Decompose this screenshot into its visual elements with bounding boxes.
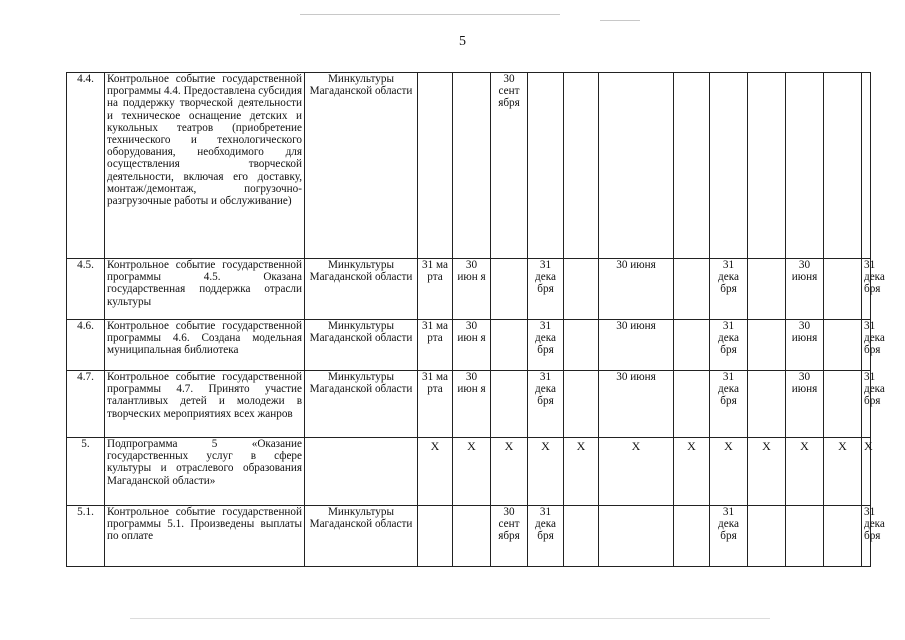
date-cell xyxy=(674,259,710,320)
table-row xyxy=(67,259,871,320)
date-cell xyxy=(748,371,786,438)
row-number: 4.7. xyxy=(67,371,105,438)
date-cell: Х xyxy=(748,438,786,506)
date-cell xyxy=(674,320,710,371)
date-cell: Х xyxy=(824,438,862,506)
date-cell xyxy=(824,506,862,567)
page-number: 5 xyxy=(459,34,466,49)
date-cell: 30 июня xyxy=(599,371,674,438)
date-cell: 31 дека бря xyxy=(862,259,871,320)
date-cell xyxy=(418,73,453,259)
event-description: Контрольное событие государственной программы 4.7. Принято участие талантливых детей и молодежи в творческих мероприятиях всех жанров xyxy=(105,371,305,438)
date-cell: 30 июня xyxy=(786,320,824,371)
row-number: 4.6. xyxy=(67,320,105,371)
date-cell: 30 июн я xyxy=(453,371,491,438)
executor: Минкультуры Магаданской области xyxy=(305,506,418,567)
date-cell: 30 июня xyxy=(786,259,824,320)
date-cell: 30 июн я xyxy=(453,259,491,320)
date-cell: 31 дека бря xyxy=(862,506,871,567)
date-cell xyxy=(491,320,528,371)
date-cell xyxy=(418,506,453,567)
date-cell: 31 дека бря xyxy=(862,371,871,438)
date-cell xyxy=(564,259,599,320)
row-number: 4.5. xyxy=(67,259,105,320)
date-cell xyxy=(528,73,564,259)
date-cell: 30 июн я xyxy=(453,320,491,371)
date-cell xyxy=(786,506,824,567)
date-cell xyxy=(824,371,862,438)
date-cell: Х xyxy=(528,438,564,506)
date-cell: 30 июня xyxy=(599,259,674,320)
date-cell: Х xyxy=(564,438,599,506)
date-cell xyxy=(786,73,824,259)
date-cell xyxy=(564,371,599,438)
date-cell xyxy=(824,73,862,259)
date-cell xyxy=(491,259,528,320)
executor: Минкультуры Магаданской области xyxy=(305,73,418,259)
table-row xyxy=(67,506,871,567)
date-cell xyxy=(748,259,786,320)
row-number: 5. xyxy=(67,438,105,506)
date-cell xyxy=(824,320,862,371)
executor: Минкультуры Магаданской области xyxy=(305,320,418,371)
executor: Минкультуры Магаданской области xyxy=(305,371,418,438)
date-cell xyxy=(453,506,491,567)
date-cell: 31 ма рта xyxy=(418,259,453,320)
date-cell: 31 дека бря xyxy=(528,506,564,567)
date-cell: Х xyxy=(674,438,710,506)
date-cell: Х xyxy=(453,438,491,506)
date-cell xyxy=(824,259,862,320)
date-cell xyxy=(453,73,491,259)
date-cell: 31 ма рта xyxy=(418,371,453,438)
table-row xyxy=(67,73,871,259)
date-cell: 30 июня xyxy=(599,320,674,371)
executor: Минкультуры Магаданской области xyxy=(305,259,418,320)
date-cell: 31 дека бря xyxy=(710,320,748,371)
table-row xyxy=(67,438,871,506)
date-cell: Х xyxy=(862,438,871,506)
date-cell: 31 дека бря xyxy=(528,320,564,371)
date-cell xyxy=(862,73,871,259)
date-cell: 30 сент ября xyxy=(491,506,528,567)
date-cell xyxy=(491,371,528,438)
row-number: 4.4. xyxy=(67,73,105,259)
date-cell xyxy=(564,506,599,567)
date-cell: Х xyxy=(491,438,528,506)
event-description: Контрольное событие государственной программы 4.5. Оказана государственная поддержка отрасли культуры xyxy=(105,259,305,320)
date-cell: 31 ма рта xyxy=(418,320,453,371)
date-cell: 31 дека бря xyxy=(862,320,871,371)
date-cell xyxy=(710,73,748,259)
date-cell xyxy=(674,73,710,259)
date-cell xyxy=(599,506,674,567)
date-cell xyxy=(564,320,599,371)
date-cell xyxy=(674,506,710,567)
date-cell: 31 дека бря xyxy=(528,259,564,320)
date-cell xyxy=(599,73,674,259)
date-cell xyxy=(674,371,710,438)
date-cell: 31 дека бря xyxy=(528,371,564,438)
date-cell xyxy=(748,73,786,259)
event-description: Контрольное событие государственной программы 5.1. Произведены выплаты по оплате xyxy=(105,506,305,567)
date-cell xyxy=(748,320,786,371)
table-row xyxy=(67,320,871,371)
date-cell xyxy=(748,506,786,567)
date-cell: Х xyxy=(786,438,824,506)
date-cell: Х xyxy=(710,438,748,506)
executor xyxy=(305,438,418,506)
date-cell: Х xyxy=(599,438,674,506)
schedule-table xyxy=(66,72,885,567)
event-description: Подпрограмма 5 «Оказание государственных услуг в сфере культуры и отраслевого образования Магаданской области» xyxy=(105,438,305,506)
date-cell: Х xyxy=(418,438,453,506)
date-cell: 31 дека бря xyxy=(710,371,748,438)
table-row xyxy=(67,371,871,438)
event-description: Контрольное событие государственной программы 4.4. Предоставлена субсидия на поддержку творческой деятельности и техническое оснащение детских и кукольных театров (приобретение технического и технологического оборудования, необходимого для осуществления творческой деятельности, включая его доставку, монтаж/демонтаж, погрузочно-разгрузочные работы и обслуживание) xyxy=(105,73,305,259)
date-cell: 31 дека бря xyxy=(710,259,748,320)
date-cell xyxy=(564,73,599,259)
date-cell: 31 дека бря xyxy=(710,506,748,567)
date-cell: 30 сент ября xyxy=(491,73,528,259)
event-description: Контрольное событие государственной программы 4.6. Создана модельная муниципальная библиотека xyxy=(105,320,305,371)
date-cell: 30 июня xyxy=(786,371,824,438)
row-number: 5.1. xyxy=(67,506,105,567)
